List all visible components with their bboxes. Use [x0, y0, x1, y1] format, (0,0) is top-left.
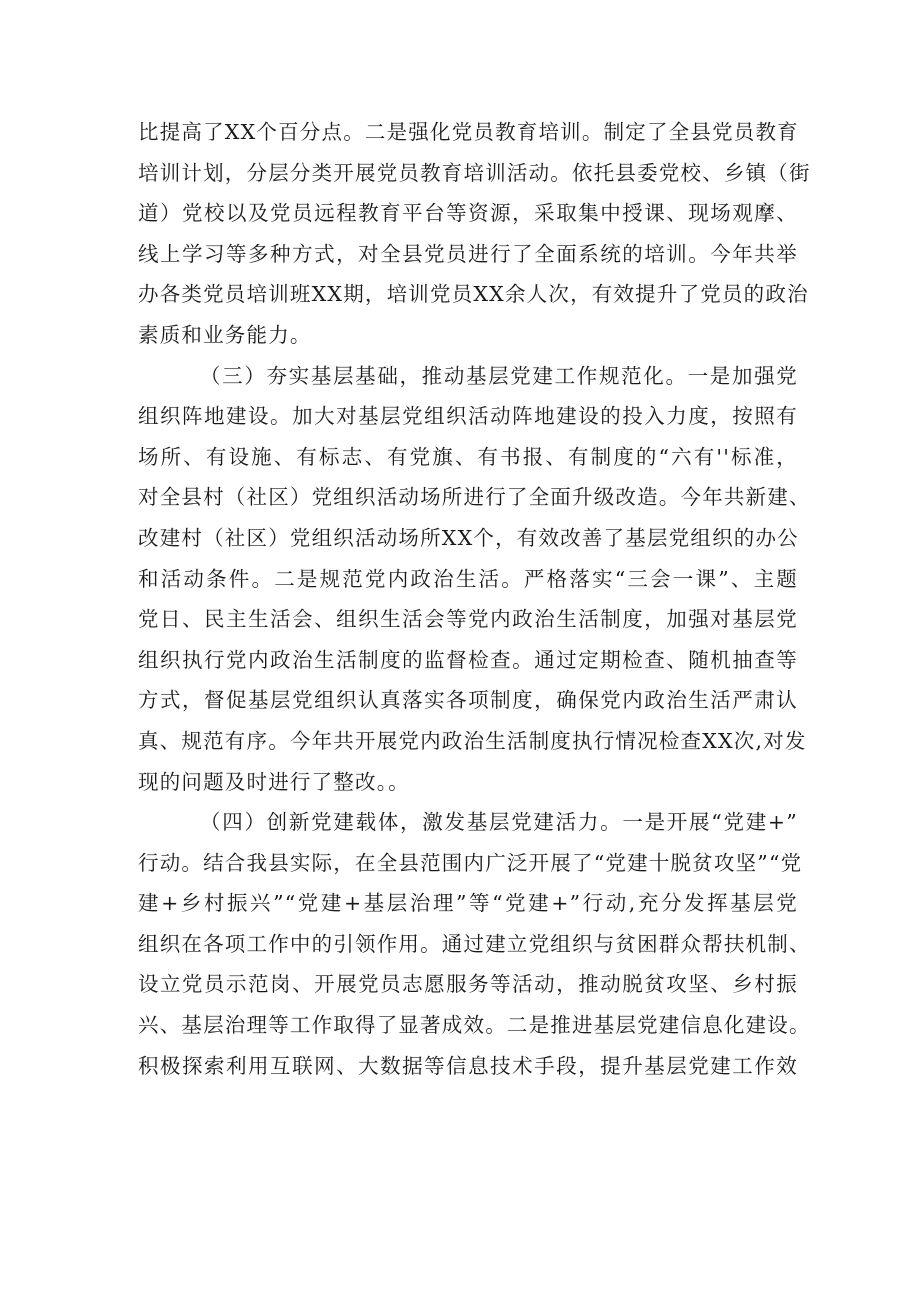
text-line: 党日、民主生活会、组织生活会等党内政治生活制度，加强对基层党	[138, 607, 798, 632]
text-line: 组织执行党内政治生活制度的监督检查。通过定期检查、随机抽查等	[138, 647, 798, 672]
text-line: 行动。结合我县实际，在全县范围内广泛开展了“党建十脱贫攻坚”“党	[138, 850, 803, 875]
text-line: 场所、有设施、有标志、有党旗、有书报、有制度的“六有''标准，	[138, 444, 798, 469]
text-line: 比提高了XX个百分点。二是强化党员教育培训。制定了全县党员教育	[138, 120, 799, 144]
text-line: 设立党员示范岗、开展党员志愿服务等活动，推动脱贫攻坚、乡村振	[138, 972, 798, 997]
paragraph-p3	[138, 356, 811, 803]
text-line: 方式，督促基层党组织认真落实各项制度，确保党内政治生活严肃认	[138, 688, 798, 713]
text-line: （四）创新党建载体，激发基层党建活力。一是开展“党建+”	[200, 810, 798, 835]
text-line: 和活动条件。二是规范党内政治生活。严格落实“三会一课”、主题	[138, 566, 798, 591]
text-line: 组织阵地建设。加大对基层党组织活动阵地建设的投入力度，按照有	[138, 404, 798, 429]
text-line: 道）党校以及党员远程教育平台等资源，采取集中授课、现场观摩、	[138, 201, 798, 226]
text-line: 积极探索利用互联网、大数据等信息技术手段，提升基层党建工作效	[138, 1053, 798, 1078]
text-line: 改建村（社区）党组织活动场所XX个，有效改善了基层党组织的办公	[138, 525, 799, 550]
text-line: 组织在各项工作中的引领作用。通过建立党组织与贫困群众帮扶机制、	[138, 931, 811, 956]
text-line: （三）夯实基层基础，推动基层党建工作规范化。一是加强党	[200, 363, 798, 388]
text-line: 对全县村（社区）党组织活动场所进行了全面升级改造。今年共新建、	[138, 485, 811, 510]
text-line: 真、规范有序。今年共开展党内政治生活制度执行情况检查XX次,对发	[138, 728, 807, 753]
text-line: 办各类党员培训班XX期，培训党员XX余人次，有效提升了党员的政治	[138, 282, 809, 307]
text-line: 现的问题及时进行了整改。。	[138, 769, 410, 794]
text-line: 建+乡村振兴”“党建+基层治理”等“党建+”行动,充分发挥基层党	[138, 891, 798, 916]
paragraph-p4	[138, 802, 811, 1086]
document-body	[138, 112, 811, 1086]
text-line: 兴、基层治理等工作取得了显著成效。二是推进基层党建信息化建设。	[138, 1013, 811, 1038]
paragraph-p2-continued	[138, 112, 811, 356]
text-line: 线上学习等多种方式，对全县党员进行了全面系统的培训。今年共举	[138, 241, 798, 266]
text-line: 素质和业务能力。	[138, 322, 312, 347]
text-line: 培训计划，分层分类开展党员教育培训活动。依托县委党校、乡镇（街	[138, 160, 811, 185]
